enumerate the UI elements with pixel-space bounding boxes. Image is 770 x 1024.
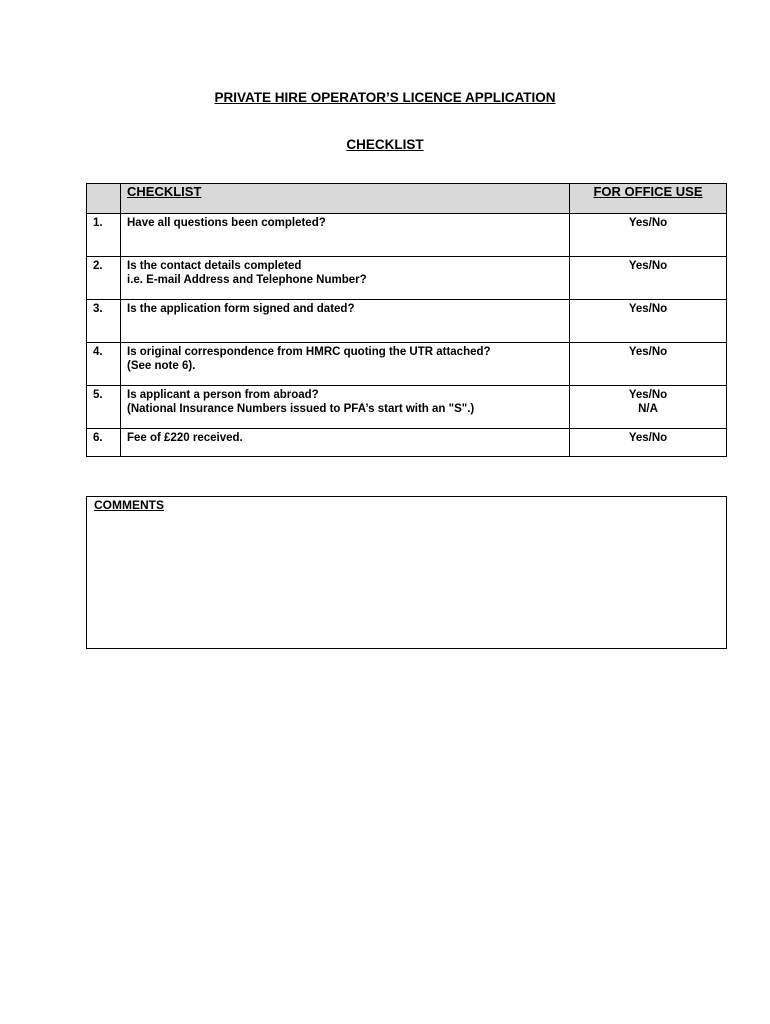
question-line: (National Insurance Numbers issued to PFA’s start with an "S".) <box>127 403 475 415</box>
header-number-cell <box>87 184 121 214</box>
office-value-line: N/A <box>638 403 658 415</box>
checklist-table <box>86 183 727 457</box>
question-line: i.e. E-mail Address and Telephone Number? <box>127 274 367 286</box>
row-office-value <box>570 386 727 429</box>
table-row <box>87 343 727 386</box>
office-value-line: Yes/No <box>628 303 668 315</box>
question-line: Is applicant a person from abroad? <box>127 389 319 401</box>
row-question <box>121 214 570 257</box>
table-row <box>87 386 727 429</box>
row-question <box>121 386 570 429</box>
header-checklist: CHECKLIST <box>121 184 570 214</box>
row-office-value <box>570 429 727 457</box>
office-value-line: Yes/No <box>628 260 668 272</box>
question-line: Fee of £220 received. <box>127 432 243 444</box>
office-value-line: Yes/No <box>628 217 668 229</box>
row-office-value <box>570 257 727 300</box>
row-question <box>121 343 570 386</box>
question-line: Is the contact details completed <box>127 260 302 272</box>
question-line: Is original correspondence from HMRC quoting the UTR attached? <box>127 346 491 358</box>
table-row <box>87 300 727 343</box>
document-title: PRIVATE HIRE OPERATOR’S LICENCE APPLICATION <box>214 90 556 105</box>
row-office-value <box>570 343 727 386</box>
question-line: (See note 6). <box>127 360 196 372</box>
row-question <box>121 300 570 343</box>
row-number: 5. <box>87 386 121 429</box>
row-office-value <box>570 214 727 257</box>
office-value-line: Yes/No <box>628 346 668 358</box>
comments-label: COMMENTS <box>94 498 164 512</box>
row-question <box>121 429 570 457</box>
row-number: 6. <box>87 429 121 457</box>
comments-box[interactable] <box>86 496 727 649</box>
table-header-row <box>87 184 727 214</box>
header-office-use: FOR OFFICE USE <box>570 184 727 214</box>
office-value-line: Yes/No <box>628 389 668 401</box>
row-office-value <box>570 300 727 343</box>
row-number: 3. <box>87 300 121 343</box>
row-number: 4. <box>87 343 121 386</box>
row-number: 2. <box>87 257 121 300</box>
table-row <box>87 429 727 457</box>
row-number: 1. <box>87 214 121 257</box>
office-value-line: Yes/No <box>628 432 668 444</box>
row-question <box>121 257 570 300</box>
document-subtitle: CHECKLIST <box>346 137 424 152</box>
question-line: Have all questions been completed? <box>127 217 326 229</box>
table-row <box>87 214 727 257</box>
question-line: Is the application form signed and dated? <box>127 303 355 315</box>
table-row <box>87 257 727 300</box>
